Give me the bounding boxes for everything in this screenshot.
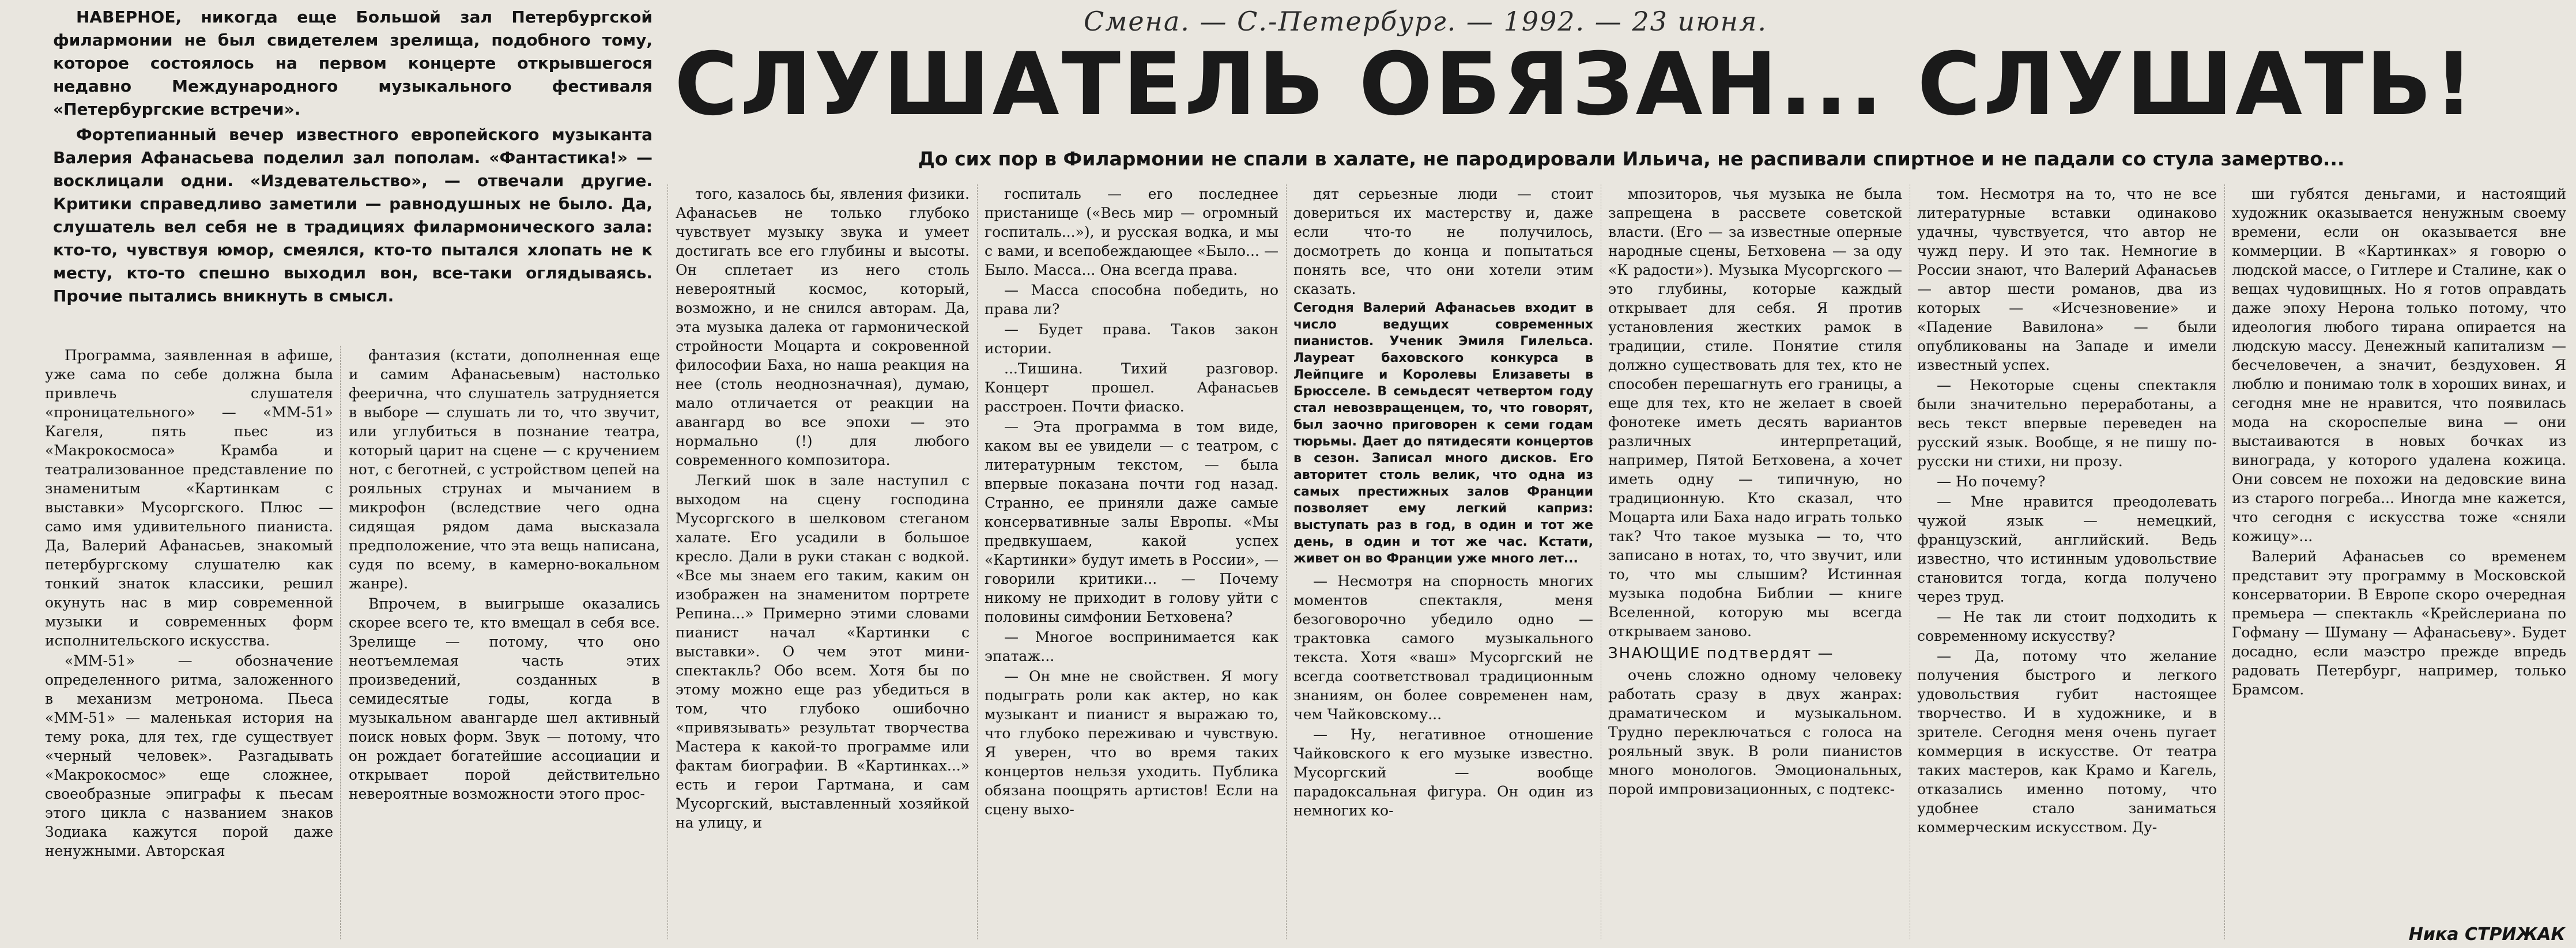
paragraph: — Масса способна победить, но права ли? (985, 282, 1278, 318)
article-column-7 (1917, 184, 2217, 945)
paragraph: очень сложно одному человеку работать сразу в двух жанрах: драматическом и музыкальном. Трудно переключаться с голоса на рояльный звук. В роли пианистов много монологов. Эмоциональных, порой импровизационных, с подтекс- (1608, 667, 1902, 798)
paragraph: фантазия (кстати, дополненная еще и самим Афанасьевым) настолько феерична, что слушатель затрудняется в выборе — слушать ли то, что звучит, или углубиться в познание театра, который царит на сцене — с кручением нот, с беготней, с устройством цепей на рояльных струнах и мычанием в микрофон (вследствие чего одна сидящая рядом дама высказала предположение, что эта вещь написана, судя по всему, в камерно-вокальном жанре). (349, 347, 660, 592)
paragraph: мпозиторов, чья музыка не была запрещена в рассвете советской власти. (Его — за известные оперные народные сцены, Бетховена — за оду «К радости»). Музыка Мусоргского — это глубины, которые каждый открывает для себя. Я против установления жестких рамок в традиции, стиле. Понятие стиля должно существовать для тех, кто не способен перешагнуть его границы, а еще для тех, кто не желает в своей фонотеке иметь десять вариантов различных интерпретаций, например, Пятой Бетховена, а хочет иметь одну — типичную, но традиционную. Кто сказал, что Моцарта или Баха надо играть только так? Что такое музыка — то, что записано в нотах, то, что звучит, или то, что мы слышим? Истинная музыка подобна Библии — книге Вселенной, которую мы всегда открываем заново. (1608, 186, 1902, 640)
column-divider (340, 346, 341, 939)
paragraph: — Будет права. Таков закон истории. (985, 321, 1278, 357)
paragraph: — Несмотря на спорность многих моментов спектакля, меня безоговорочно убедило одно — трактовка самого музыкального текста. Хотя «ваш» Мусоргский не всегда соответствовал традиционным знаниям, он более современен нам, чем Чайковскому... (1293, 573, 1593, 723)
intro-paragraph: Фортепианный вечер известного европейского музыканта Валерия Афанасьева поделил зал пополам. «Фантастика!» — восклицали одни. «Издевательство», — отвечали другие. Критики справедливо заметили — равнодушных не было. Да, слушатель вел себя не в традициях филармонического зала: кто-то, чувствуя юмор, смеялся, кто-то пытался хлопать не к месту, кто-то спешно выходил вон, все-таки оглядываясь. Прочие пытались вникнуть в смысл. (53, 125, 653, 305)
paragraph: — Ну, негативное отношение Чайковского к его музыке известно. Мусоргский — вообще парадоксальная фигура. Он один из немногих ко- (1293, 726, 1593, 819)
paragraph: — Но почему? (1937, 473, 2046, 490)
paragraph: того, казалось бы, явления физики. Афанасьев не только глубоко чувствует музыку звука и умеет достигать все его глубины и высоты. Он сплетает из него столь невероятный космос, который, возможно, и не снился авторам. Да, эта музыка далека от гармонической стройности Моцарта и сокровенной философии Баха, но наша реакция на нее (столь неоднозначная), думаю, мало отличается от реакции на авангард во все эпохи — это нормально (!) для любого современного композитора. (676, 186, 970, 469)
paragraph: — Многое воспринимается как эпатаж... (985, 629, 1278, 664)
article-column-8 (2232, 184, 2566, 922)
paragraph: том. Несмотря на то, что не все литературные вставки одинаково удачны, чувствуется, что автор не чужд перу. И это так. Немногие в России знают, что Валерий Афанасьев — автор шести романов, два из которых — «Исчезновение» и «Падение Вавилона» — были опубликованы на Западе и имели известный успех. (1917, 186, 2217, 373)
article-column-2 (349, 346, 660, 945)
paragraph: Легкий шок в зале наступил с выходом на сцену господина Мусоргского в шелковом стеганом халате. Его усадили в большое кресло. Дали в руки стакан с водкой. «Все мы знаем его таким, каким он изображен на знаменитом портрете Репина...» Примерно этими словами пианист начал «Картинки с выставки». О чем этот мини-спектакль? Обо всем. Хотя бы по этому можно еще раз убедиться в том, что глубоко ошибочно «привязывать» результат творчества Мастера к какой-то программе или фактам биографии. В «Картинках...» есть и герои Гартмана, и сам Мусоргский, выставленный хозяйкой на улицу, и (676, 472, 970, 831)
article-column-3 (676, 184, 970, 945)
biography-box: Сегодня Валерий Афанасьев входит в число ведущих современных пианистов. Ученик Эмиля Гилельса. Лауреат баховского конкурса в Лейпциге и Королевы Елизаветы в Брюсселе. В семьдесят четвертом году стал невозвращенцем, то, что говорят, был заочно приговорен к семи годам тюрьмы. Дает до пятидесяти концертов в сезон. Записал много дисков. Его авторитет столь велик, что одна из самых престижных залов Франции позволяет ему легкий каприз: выступать раз в год, в один и тот же день, в один и тот же час. Кстати, живет он во Франции уже много лет... (1293, 301, 1593, 566)
paragraph: Валерий Афанасьев со временем представит эту программу в Московской консерватории. В Европе скоро очередная премьера — спектакль «Крейслериана по Гофману — Шуману — Афанасьеву». Будет досадно, если маэстро прежде впредь радовать Петербург, например, только Брамсом. (2232, 548, 2566, 698)
paragraph: — Не так ли стоит подходить к современному искусству? (1917, 609, 2217, 644)
article-column-5 (1293, 184, 1593, 945)
column-divider (1910, 184, 1911, 939)
column-divider (667, 184, 669, 939)
paragraph: Впрочем, в выигрыше оказались скорее всего те, кто вмещал в себя все. Зрелище — потому, что оно неотъемлемая часть этих произведений, созданных в семидесятые годы, когда в музыкальном авангарде шел активный поиск новых форм. Звук — потому, что он рождает богатейшие ассоциации и открывает порой действительно невероятные возможности этого прос- (349, 595, 660, 802)
paragraph: «ММ-51» — обозначение определенного ритма, заложенного в механизм метронома. Пьеса «ММ-51» — маленькая история на тему рока, для тех, где существует «черный человек». Разгадывать «Макрокосмос» еще сложнее, своеобразные эпиграфы к пьесам этого цикла с названием знаков Зодиака кажутся порой даже ненужными. Авторская (45, 652, 333, 859)
paragraph: дят серьезные люди — стоит довериться их мастерству и, даже если что-то не получилось, досмотреть до конца и попытаться понять все, что они хотели этим сказать. (1293, 186, 1593, 297)
column-divider (1601, 184, 1602, 939)
paragraph: Программа, заявленная в афише, уже сама по себе должна была привлечь слушателя «проницательного» — «ММ-51» Кагеля, пять пьес из «Макрокосмоса» Крамба и театрализованное представление по знаменитым «Картинкам с выставки» Мусоргского. Плюс — само имя удивительного пианиста. Да, Валерий Афанасьев, знакомый петербургскому слушателю как тонкий знаток классики, решил окунуть нас в мир современной музыки и современных форм исполнительского искусства. (45, 347, 333, 649)
column-divider (1286, 184, 1287, 939)
section-subtitle: ЗНАЮЩИЕ подтвердят — (1608, 645, 1834, 662)
article-column-6 (1608, 184, 1902, 945)
author-signature: Ника СТРИЖАК (2408, 924, 2565, 945)
paragraph: — Некоторые сцены спектакля были значительно переработаны, а весь текст впервые переведен на русский язык. Вообще, я не пишу по-русски ни стихи, ни прозу. (1917, 377, 2217, 470)
paragraph: — Да, потому что желание получения быстрого и легкого удовольствия губит настоящее творчество. И в художнике, и в зрителе. Сегодня меня очень пугает коммерция в искусстве. От театра таких мастеров, как Крамо и Кагель, отказались именно потому, что удобнее стало заниматься коммерческим искусством. Ду- (1917, 648, 2217, 836)
paragraph: — Мне нравится преодолевать чужой язык — немецкий, французский, английский. Ведь известно, что истинным удовольствие становится тогда, когда получено через труд. (1917, 493, 2217, 605)
paragraph: ши губятся деньгами, и настоящий художник оказывается ненужным своему времени, если он оказывается вне коммерции. В «Картинках» я говорю о людской массе, о Гитлере и Сталине, как о вещах чудовищных. Но я готов оправдать даже эпоху Нерона только потому, что идеология любого тирана опирается на людскую массу. Денежный капитализм — бесчеловечен, а значит, бездухoвен. Я люблю и понимаю толк в хороших винах, и сегодня мне не нравится, что появилась мода на скороспелые вина — они выстаиваются в новых бочках из винограда, у которого удалена кожица. Они совсем не похожи на дедовские вина из старого погреба... Иногда мне кажется, что сегодня с искусства тоже «сняли кожицу»... (2232, 186, 2566, 545)
subheadline: До сих пор в Филармонии не спали в халате, не пародировали Ильича, не распивали спиртное и не падали со стула замертво... (918, 148, 2345, 170)
article-column-4 (985, 184, 1278, 945)
column-divider (2224, 184, 2226, 939)
headline: СЛУШАТЕЛЬ ОБЯЗАН... СЛУШАТЬ! (674, 36, 2476, 134)
paragraph: ...Тишина. Тихий разговор. Концерт прошел. Афанасьев расстроен. Почти фиаско. (985, 360, 1278, 415)
handwritten-source-note: Смена. — С.-Петербург. — 1992. — 23 июня. (1084, 6, 1768, 37)
column-divider (977, 184, 978, 939)
article-column-1 (45, 346, 333, 945)
paragraph: — Он мне не свойствен. Я могу подыграть роли как актер, но как музыкант и пианист я выражаю то, что глубоко переживаю и чувствую. Я уверен, что во время таких концертов нельзя уходить. Публика обязана поощрять артистов! Если на сцену выхо- (985, 668, 1278, 818)
intro-lead (53, 6, 653, 375)
paragraph: — Эта программа в том виде, каком вы ее увидели — с театром, с литературным текстом, — была впервые показана почти год назад. Странно, ее приняли даже самые консервативные залы Европы. «Мы предвкушаем, какой успех «Картинки» будут иметь в России», — говорили критики... — Почему никому не приходит в голову уйти с половины симфонии Бетховена? (985, 418, 1278, 625)
intro-paragraph: НАВЕРНОЕ, никогда еще Большой зал Петербургской филармонии не был свидетелем зрелища, подобного тому, которое состоялось на первом концерте открывшегося недавно Международного музыкального фестиваля «Петербургские встречи». (53, 7, 653, 119)
paragraph: госпиталь — его последнее пристанище («Весь мир — огромный госпиталь...»), и русская водка, и мы с вами, и всепобеждающее «Было... — Было. Масса... Она всегда права. (985, 186, 1278, 278)
